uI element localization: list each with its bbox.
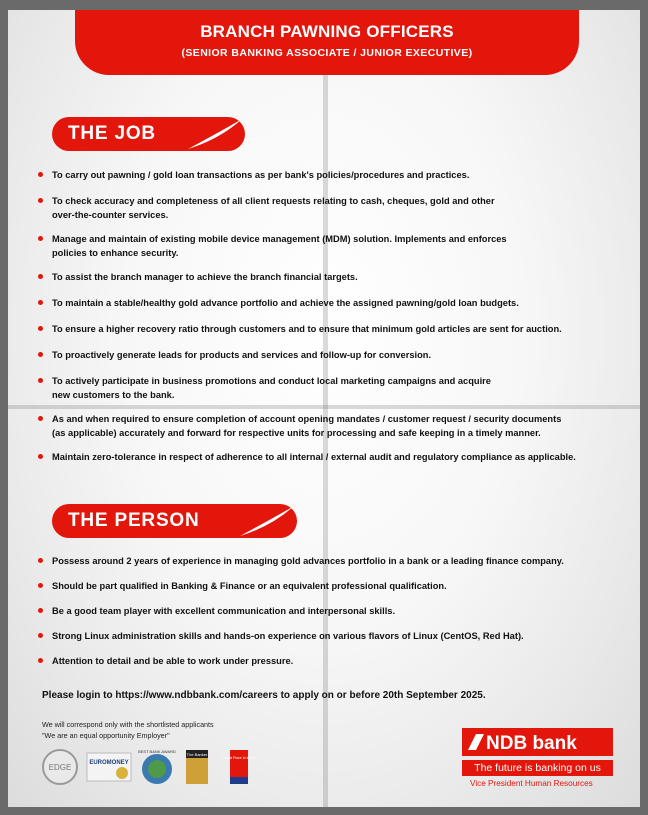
bullet-icon [38, 378, 43, 383]
equal-opportunity-notice: "We are an equal opportunity Employer" [42, 731, 170, 740]
job-list-item [38, 194, 576, 222]
section-heading-person [52, 504, 297, 538]
job-list-item [38, 296, 576, 310]
award-label-1: EUROMONEY [89, 760, 129, 766]
person-item-text: Should be part qualified in Banking & Finance or an equivalent professional qualification. [52, 581, 447, 591]
job-list-item [38, 322, 576, 336]
person-item-text: Strong Linux administration skills and hands-on experience on various flavors of Linux (CentOS, Red Hat). [52, 631, 524, 641]
job-item-text: To check accuracy and completeness of all client requests relating to cash, cheques, gold and other [52, 196, 495, 206]
bullet-icon [38, 326, 43, 331]
person-list [38, 554, 564, 668]
page-title: BRANCH PAWNING OFFICERS [200, 22, 454, 41]
swoosh-icon [180, 117, 245, 151]
job-list-item [38, 450, 576, 464]
job-item-text: To actively participate in business promotions and conduct local marketing campaigns and acquire [52, 376, 491, 386]
logo-tagline: The future is banking on us [462, 760, 613, 776]
job-item-text: Manage and maintain of existing mobile device management (MDM) solution. Implements and enforces [52, 234, 507, 244]
award-label-3: The Banker [186, 752, 208, 757]
person-list-item [38, 579, 564, 593]
section-heading-job-label: THE JOB [68, 123, 156, 144]
bullet-icon [38, 608, 43, 613]
bullet-icon [38, 352, 43, 357]
person-item-text: Be a good team player with excellent communication and interpersonal skills. [52, 606, 396, 616]
job-list-item [38, 168, 576, 182]
person-item-text: Attention to detail and be able to work under pressure. [52, 656, 294, 666]
page-subtitle: (SENIOR BANKING ASSOCIATE / JUNIOR EXECUTIVE) [181, 47, 473, 59]
best-bank-award-icon [138, 749, 176, 784]
job-item-text: (as applicable) accurately and forward for respective units for processing and safe keeping in a timely manner. [52, 428, 541, 438]
job-list-item [38, 374, 576, 402]
person-list-item [38, 604, 564, 618]
job-item-text: Maintain zero-tolerance in respect of adherence to all internal / external audit and regulatory compliance as applicable. [52, 452, 576, 462]
signatory: Vice President Human Resources [470, 779, 593, 788]
job-item-text: new customers to the bank. [52, 390, 175, 400]
job-item-text: To maintain a stable/healthy gold advance portfolio and achieve the assigned pawning/gold loan budgets. [52, 298, 519, 308]
job-item-text: policies to enhance security. [52, 248, 179, 258]
bullet-icon [38, 172, 43, 177]
euromoney-award-icon [87, 753, 131, 781]
bullet-icon [38, 658, 43, 663]
job-item-text: over-the-counter services. [52, 210, 169, 220]
person-list-item [38, 554, 564, 568]
bullet-icon [38, 633, 43, 638]
award-label-0: EDGE [48, 763, 72, 772]
person-list-item [38, 629, 564, 643]
bullet-icon [38, 236, 43, 241]
job-list-item [38, 348, 576, 362]
award-label-4: Great Place to Work [223, 756, 255, 760]
job-list-item [38, 412, 576, 440]
award-logos [40, 747, 255, 787]
bullet-icon [38, 274, 43, 279]
job-item-text: To carry out pawning / gold loan transactions as per bank's policies/procedures and practices. [52, 170, 470, 180]
ndb-logo [462, 728, 613, 756]
bullet-icon [38, 198, 43, 203]
shortlist-notice: We will correspond only with the shortlisted applicants [42, 720, 214, 729]
section-heading-person-label: THE PERSON [68, 510, 200, 531]
logo-text: NDB bank [486, 733, 577, 754]
great-place-to-work-icon [223, 750, 255, 784]
bullet-icon [38, 454, 43, 459]
header-banner [75, 10, 579, 75]
job-list-item [38, 232, 576, 260]
bullet-icon [38, 416, 43, 421]
bullet-icon [38, 300, 43, 305]
job-list-item [38, 270, 576, 284]
award-label-2: BEST BANK AWARD [138, 749, 176, 754]
ndb-logo-mark-icon [462, 728, 613, 756]
job-item-text: As and when required to ensure completion of account opening mandates / customer request / security documents [52, 414, 562, 424]
person-item-text: Possess around 2 years of experience in managing gold advances portfolio in a bank or a leading finance company. [52, 556, 564, 566]
job-item-text: To assist the branch manager to achieve the branch financial targets. [52, 272, 358, 282]
person-list-item [38, 654, 564, 668]
bullet-icon [38, 583, 43, 588]
bullet-icon [38, 558, 43, 563]
edge-award-icon [43, 750, 77, 784]
swoosh-icon [232, 504, 297, 538]
job-item-text: To ensure a higher recovery ratio through customers and to ensure that minimum gold articles are sent for auction. [52, 324, 562, 334]
apply-instructions: Please login to https://www.ndbbank.com/careers to apply on or before 20th September 2025. [42, 690, 486, 701]
section-heading-job [52, 117, 245, 151]
job-list [38, 168, 576, 464]
job-item-text: To proactively generate leads for products and services and follow-up for conversion. [52, 350, 432, 360]
the-banker-award-icon [186, 750, 208, 784]
